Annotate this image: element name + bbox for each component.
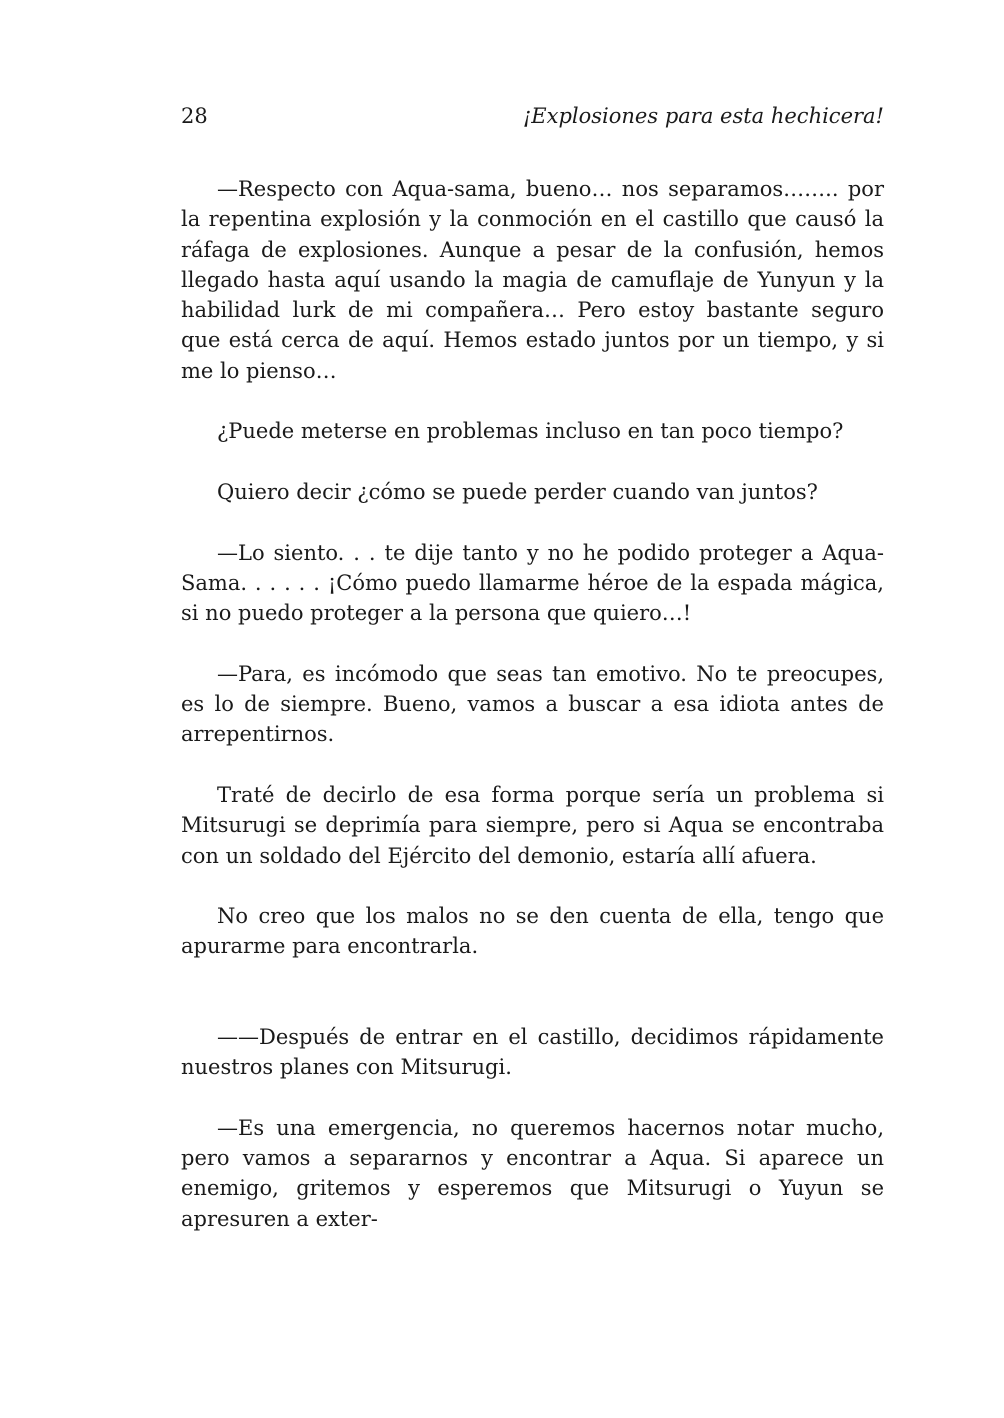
paragraph: —Lo siento. . . te dije tanto y no he podido proteger a Aqua-Sama. . . . . . ¡Cómo puedo llamarme héroe de la espada mágica, si no puedo proteger a la persona que quiero…! — [181, 540, 884, 626]
paragraph: ——Después de entrar en el castillo, decidimos rápidamente nuestros planes con Mitsurugi. — [181, 1024, 884, 1080]
body-text — [181, 174, 884, 1234]
paragraph: Traté de decirlo de esa forma porque sería un problema si Mitsurugi se deprimía para siempre, pero si Aqua se encontraba con un soldado del Ejército del demonio, estaría allí afuera. — [181, 782, 884, 868]
paragraph: —Para, es incómodo que seas tan emotivo. No te preocupes, es lo de siempre. Bueno, vamos a buscar a esa idiota antes de arrepentirnos. — [181, 661, 884, 747]
page-number: 28 — [181, 104, 208, 128]
paragraph: ¿Puede meterse en problemas incluso en tan poco tiempo? — [217, 419, 844, 444]
running-title: ¡Explosiones para esta hechicera! — [522, 104, 884, 128]
book-page — [181, 100, 884, 1234]
paragraph: —Es una emergencia, no queremos hacernos notar mucho, pero vamos a separarnos y encontrar a Aqua. Si aparece un enemigo, gritemos y esperemos que Mitsurugi o Yuyun se apresuren a exter- — [181, 1115, 884, 1231]
paragraph: No creo que los malos no se den cuenta de ella, tengo que apurarme para encontrarla. — [181, 904, 884, 959]
paragraph: Quiero decir ¿cómo se puede perder cuando van juntos? — [217, 479, 818, 504]
paragraph: —Respecto con Aqua-sama, bueno… nos separamos…….. por la repentina explosión y la conmoción en el castillo que causó la ráfaga de explosiones. Aunque a pesar de la confusión, hemos llegado hasta aquí usando la magia de camuflaje de Yunyun y la habilidad lurk de mi compañera… Pero estoy bastante seguro que está cerca de aquí. Hemos estado juntos por un tiempo, y si me lo pienso… — [181, 177, 884, 383]
running-header — [181, 100, 884, 132]
